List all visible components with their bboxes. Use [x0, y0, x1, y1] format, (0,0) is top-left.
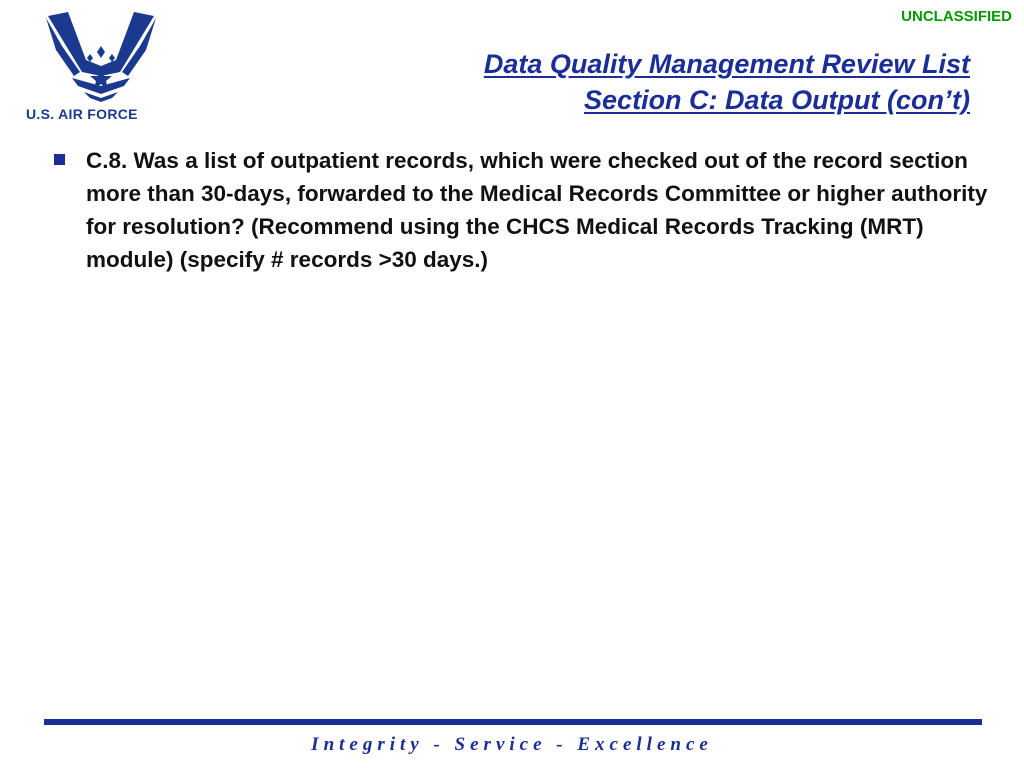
logo-text: U.S. AIR FORCE	[26, 106, 138, 122]
air-force-logo	[26, 6, 176, 124]
classification-label: UNCLASSIFIED	[901, 8, 1012, 25]
bullet-item	[54, 144, 1004, 276]
slide-title	[484, 46, 970, 118]
footer-divider	[44, 719, 982, 725]
square-bullet-icon	[54, 154, 65, 165]
title-line-2: Section C: Data Output (con’t)	[584, 85, 970, 115]
title-line-1: Data Quality Management Review List	[483, 49, 970, 79]
footer-motto: Integrity - Service - Excellence	[311, 734, 713, 755]
bullet-text: C.8. Was a list of outpatient records, which were checked out of the record section more than 30-days, forwarded to the Medical Records Committee or higher authority for resolution? (Recommend using the CHCS Medical Records Tracking (MRT) module) (specify # records >30 days.)	[86, 148, 988, 272]
content-area	[54, 144, 1004, 276]
air-force-wings-icon	[26, 6, 176, 104]
